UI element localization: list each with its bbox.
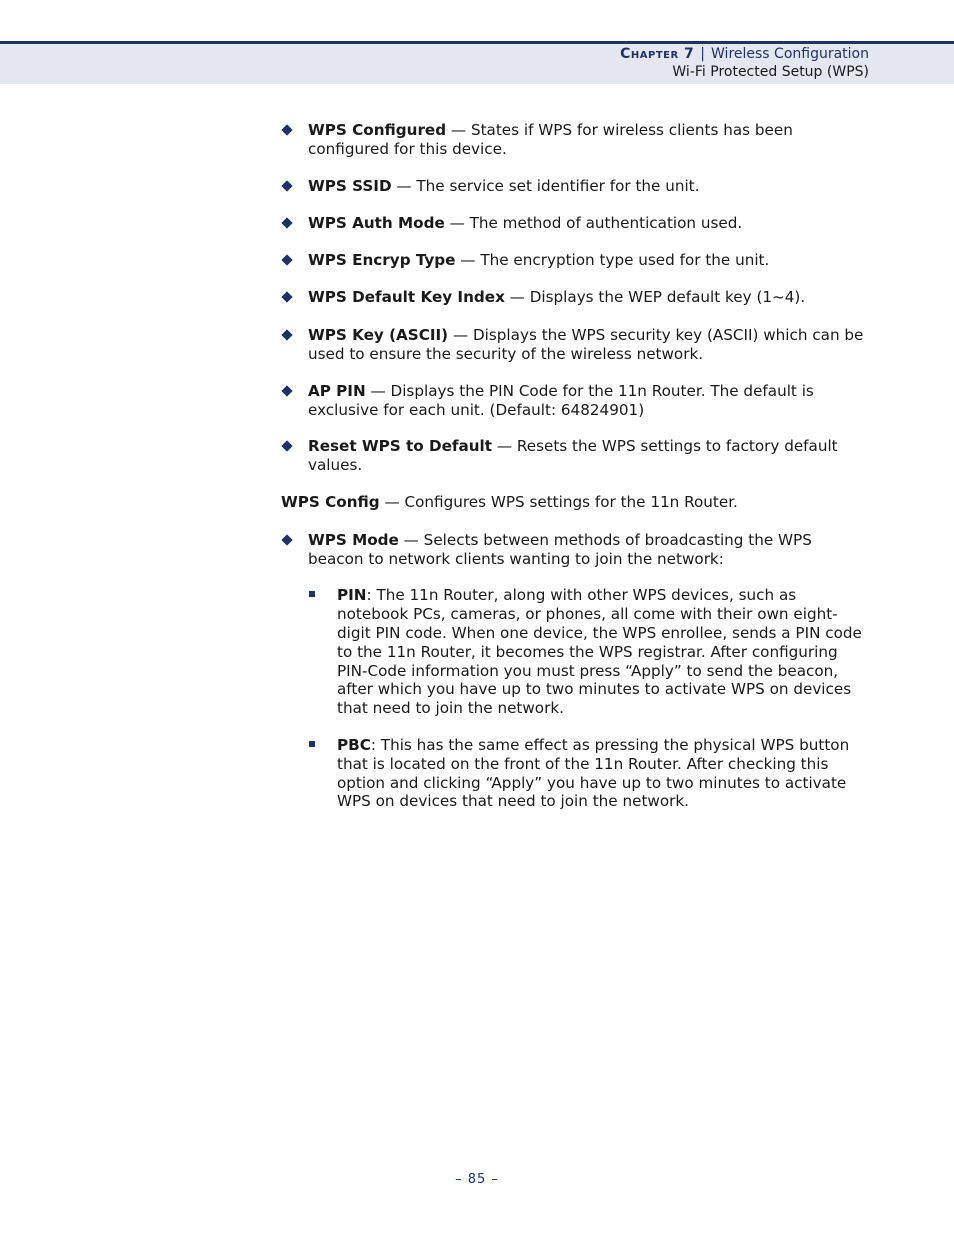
- sub-list-item: [309, 586, 871, 718]
- item-term: WPS Default Key Index: [308, 288, 505, 307]
- item-term: AP PIN: [308, 381, 366, 400]
- diamond-bullet-icon: [281, 124, 293, 136]
- item-desc: — Resets the WPS settings to factory default values.: [308, 437, 838, 475]
- item-desc: — The service set identifier for the unit.: [391, 176, 700, 195]
- item-desc: — Displays the WEP default key (1~4).: [504, 288, 806, 307]
- diamond-bullet-icon: [281, 180, 293, 192]
- square-bullet-icon: [309, 591, 315, 597]
- item-desc: — Displays the WPS security key (ASCII) which can be used to ensure the security of the wireless network.: [308, 326, 864, 364]
- item-desc: — States if WPS for wireless clients has been configured for this device.: [308, 121, 793, 158]
- diamond-bullet-icon: [281, 291, 293, 303]
- diamond-bullet-icon: [281, 534, 293, 546]
- wps-config-paragraph: [281, 493, 871, 512]
- chapter-title: Wireless Configuration: [711, 46, 869, 62]
- section-title: Wi-Fi Protected Setup (WPS): [672, 64, 869, 80]
- item-term: WPS Encryp Type: [308, 251, 456, 270]
- item-desc: — Configures WPS settings for the 11n Router.: [379, 493, 738, 512]
- item-desc: : This has the same effect as pressing the physical WPS button that is located on the front of the 11n Router. After checking this option and clicking “Apply” you have up to two minutes to activate WPS on devices that need to join the network.: [337, 736, 850, 811]
- square-bullet-icon: [309, 741, 315, 747]
- list-item: [281, 288, 871, 307]
- sub-list-item: [309, 736, 871, 811]
- list-item: [281, 251, 871, 270]
- diamond-bullet-icon: [281, 440, 293, 452]
- item-term: WPS Config: [281, 493, 380, 512]
- diamond-bullet-icon: [281, 385, 293, 397]
- chapter-line: [620, 45, 869, 63]
- item-term: Reset WPS to Default: [308, 437, 493, 456]
- diamond-bullet-icon: [281, 254, 293, 266]
- list-item: [281, 382, 871, 420]
- item-desc: — The method of authentication used.: [444, 213, 743, 232]
- list-item: [281, 177, 871, 196]
- page-body: [281, 121, 871, 811]
- item-term: PBC: [337, 736, 371, 755]
- list-item: [281, 121, 871, 159]
- diamond-bullet-icon: [281, 217, 293, 229]
- item-term: PIN: [337, 586, 367, 605]
- list-item: [281, 437, 871, 475]
- item-term: WPS SSID: [308, 176, 392, 195]
- header-separator: |: [700, 46, 706, 62]
- list-item: [281, 326, 871, 364]
- item-term: WPS Key (ASCII): [308, 326, 449, 345]
- diamond-bullet-icon: [281, 329, 293, 341]
- running-header: [620, 45, 869, 81]
- page-number: – 85 –: [455, 1172, 499, 1187]
- item-desc: — The encryption type used for the unit.: [455, 251, 770, 270]
- item-desc: — Displays the PIN Code for the 11n Router. The default is exclusive for each unit. (Default: 64824901): [308, 381, 814, 419]
- item-desc: : The 11n Router, along with other WPS devices, such as notebook PCs, cameras, or phones, all come with their own eight-digit PIN code. When one device, the WPS enrollee, sends a PIN code to the 11n Router, it becomes the WPS registrar. After configuring PIN-Code information you must press “Apply” to send the beacon, after which you have up to two minutes to activate WPS on devices that need to join the network.: [337, 586, 862, 718]
- item-term: WPS Mode: [308, 530, 399, 549]
- list-item: [281, 531, 871, 569]
- item-desc: — Selects between methods of broadcasting the WPS beacon to network clients wanting to join the network:: [308, 530, 812, 568]
- item-term: WPS Auth Mode: [308, 213, 445, 232]
- list-item: [281, 214, 871, 233]
- chapter-label: Chapter 7: [620, 46, 695, 62]
- item-term: WPS Configured: [308, 121, 447, 139]
